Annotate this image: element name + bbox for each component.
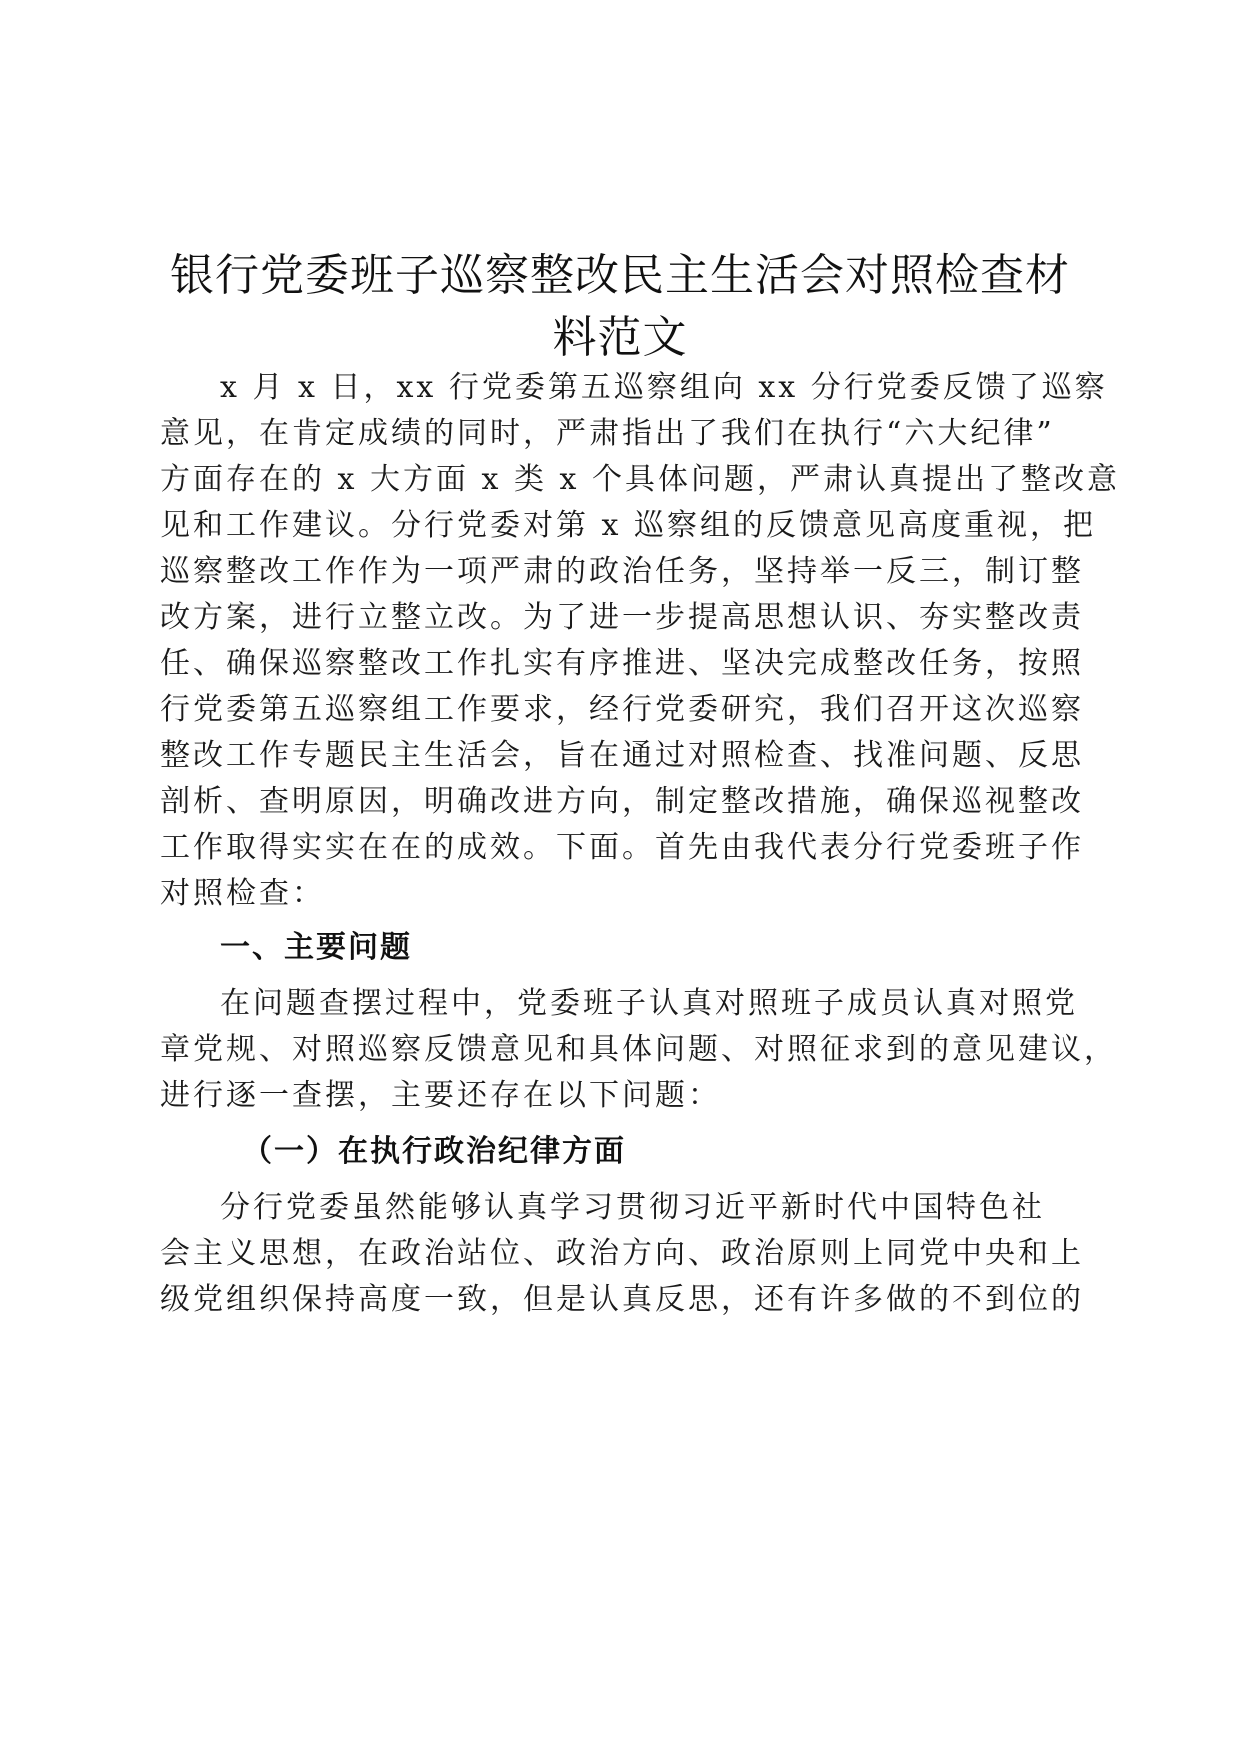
intro-line: 改方案，进行立整立改。为了进一步提高思想认识、夯实整改责	[160, 600, 1084, 635]
intro-line: 见和工作建议。分行党委对第 x 巡察组的反馈意见高度重视，把	[160, 508, 1096, 543]
intro-line: 工作取得实实在在的成效。下面。首先由我代表分行党委班子作	[160, 830, 1084, 865]
section1-line: 进行逐一查摆，主要还存在以下问题：	[160, 1078, 721, 1113]
intro-line: 行党委第五巡察组工作要求，经行党委研究，我们召开这次巡察	[160, 692, 1084, 727]
intro-line: 方面存在的 x 大方面 x 类 x 个具体问题，严肃认真提出了整改意	[160, 462, 1120, 497]
intro-line: x 月 x 日，xx 行党委第五巡察组向 xx 分行党委反馈了巡察	[220, 370, 1108, 405]
document-title-line-1: 银行党委班子巡察整改民主生活会对照检查材	[170, 250, 1070, 301]
subsection-heading-political-discipline: （一）在执行政治纪律方面	[242, 1134, 626, 1169]
intro-line: 意见，在肯定成绩的同时，严肃指出了我们在执行“六大纪律”	[160, 416, 1055, 451]
subsection1-line: 分行党委虽然能够认真学习贯彻习近平新时代中国特色社	[220, 1190, 1045, 1225]
intro-line: 整改工作专题民主生活会，旨在通过对照检查、找准问题、反思	[160, 738, 1084, 773]
section1-line: 在问题查摆过程中，党委班子认真对照班子成员认真对照党	[220, 986, 1078, 1021]
section-heading-main-problems: 一、主要问题	[220, 930, 412, 965]
section1-line: 章党规、对照巡察反馈意见和具体问题、对照征求到的意见建议，	[160, 1032, 1117, 1067]
document-title-line-2: 料范文	[552, 312, 688, 363]
intro-line: 剖析、查明原因，明确改进方向，制定整改措施，确保巡视整改	[160, 784, 1084, 819]
intro-line: 对照检查：	[160, 876, 325, 911]
subsection1-line: 级党组织保持高度一致，但是认真反思，还有许多做的不到位的	[160, 1282, 1084, 1317]
intro-line: 任、确保巡察整改工作扎实有序推进、坚决完成整改任务，按照	[160, 646, 1084, 681]
intro-line: 巡察整改工作作为一项严肃的政治任务，坚持举一反三，制订整	[160, 554, 1084, 589]
subsection1-line: 会主义思想，在政治站位、政治方向、政治原则上同党中央和上	[160, 1236, 1084, 1271]
